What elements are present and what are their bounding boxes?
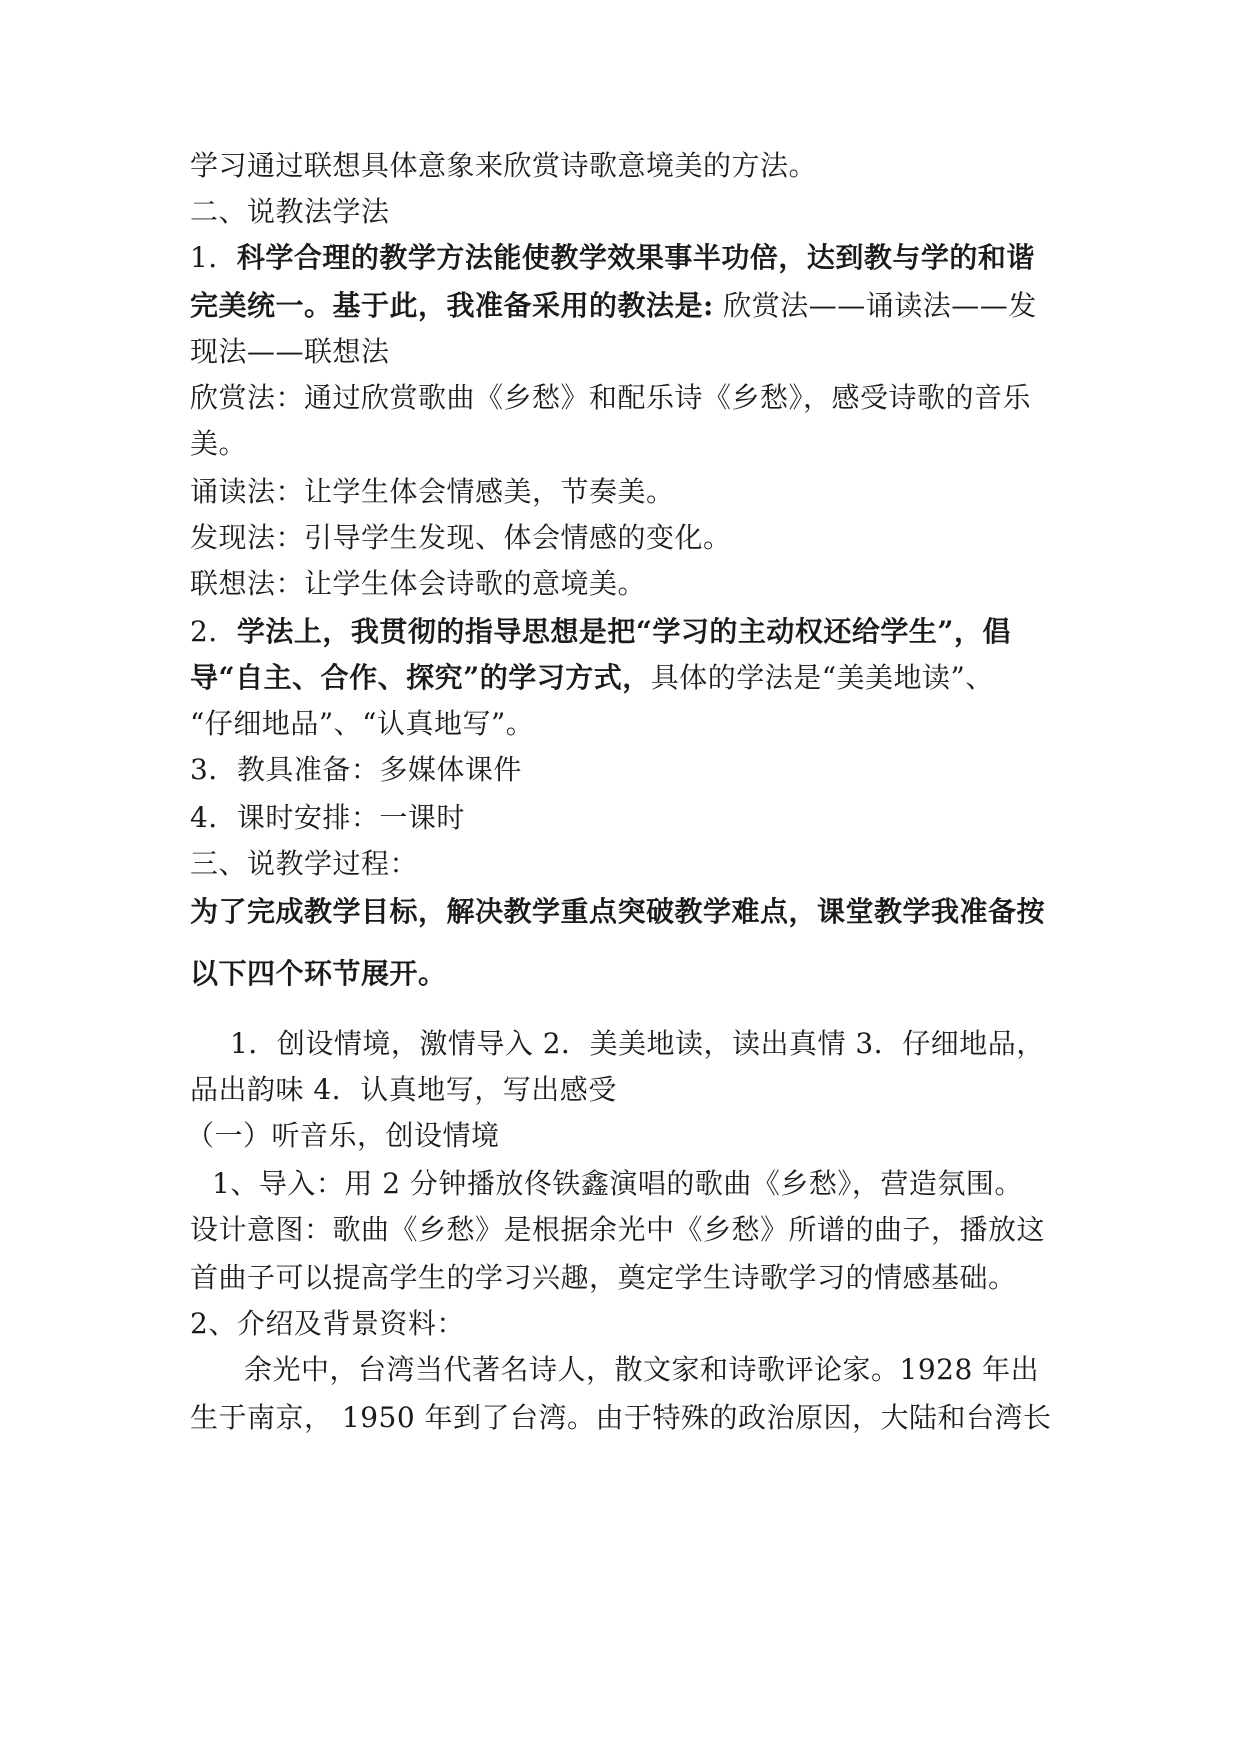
text-run: 2． bbox=[190, 615, 237, 648]
text-line bbox=[190, 1072, 1060, 1108]
text-run: 4．课时安排：一课时 bbox=[190, 801, 465, 834]
text-run: （一）听音乐，创设情境 bbox=[186, 1119, 500, 1152]
text-line bbox=[190, 1306, 1060, 1342]
bold-text-run: 科学合理的教学方法能使教学效果事半功倍，达到教与学的和谐 bbox=[236, 241, 1035, 274]
text-run: 发现法：引导学生发现、体会情感的变化。 bbox=[190, 521, 732, 554]
text-line bbox=[190, 566, 1060, 602]
text-run: 美。 bbox=[190, 427, 248, 460]
text-line bbox=[230, 1026, 1100, 1062]
text-line bbox=[190, 660, 1060, 696]
text-run: 欣赏法——诵读法——发 bbox=[713, 289, 1037, 322]
text-line bbox=[190, 614, 1060, 650]
text-run: “仔细地品”、“认真地写”。 bbox=[190, 707, 535, 740]
text-run: 二、说教法学法 bbox=[190, 195, 390, 228]
text-run: 设计意图：歌曲《乡愁》是根据余光中《乡愁》所谱的曲子，播放这 bbox=[190, 1213, 1046, 1246]
section-heading bbox=[190, 194, 1060, 230]
text-line bbox=[190, 956, 1060, 992]
text-run: 诵读法：让学生体会情感美，节奏美。 bbox=[190, 475, 675, 508]
bold-text-run: 为了完成教学目标，解决教学重点突破教学难点，课堂教学我准备按 bbox=[190, 895, 1046, 928]
text-run: 余光中，台湾当代著名诗人，散文家和诗歌评论家。1928 年出 bbox=[244, 1353, 1040, 1386]
text-run: 现法——联想法 bbox=[190, 335, 390, 368]
text-line bbox=[190, 148, 1060, 184]
subsection-heading bbox=[186, 1118, 1056, 1154]
bold-text-run: 导“自主、合作、探究”的学习方式， bbox=[190, 661, 651, 694]
text-run: 首曲子可以提高学生的学习兴趣，奠定学生诗歌学习的情感基础。 bbox=[190, 1261, 1017, 1294]
text-line bbox=[190, 752, 1060, 788]
bold-text-run: 学法上，我贯彻的指导思想是把“学习的主动权还给学生”，倡 bbox=[236, 615, 1012, 648]
text-line bbox=[190, 520, 1060, 556]
text-line bbox=[190, 288, 1060, 324]
text-run: 具体的学法是“美美地读”、 bbox=[650, 661, 994, 694]
text-line bbox=[190, 426, 1060, 462]
section-heading bbox=[190, 846, 1060, 882]
text-line bbox=[190, 706, 1060, 742]
text-line bbox=[190, 1212, 1060, 1248]
text-run: 学习通过联想具体意象来欣赏诗歌意境美的方法。 bbox=[190, 149, 818, 182]
text-line bbox=[190, 1260, 1060, 1296]
text-line bbox=[244, 1352, 1114, 1388]
text-line bbox=[190, 800, 1060, 836]
text-line bbox=[190, 474, 1060, 510]
text-run: 三、说教学过程： bbox=[190, 847, 419, 880]
bold-text-run: 以下四个环节展开。 bbox=[190, 957, 447, 990]
text-run: 联想法：让学生体会诗歌的意境美。 bbox=[190, 567, 647, 600]
text-line bbox=[190, 894, 1060, 930]
text-line bbox=[212, 1166, 1082, 1202]
text-line bbox=[190, 334, 1060, 370]
text-run: 生于南京， 1950 年到了台湾。由于特殊的政治原因，大陆和台湾长 bbox=[190, 1401, 1052, 1434]
text-run: 品出韵味 4．认真地写，写出感受 bbox=[190, 1073, 617, 1106]
text-line bbox=[190, 240, 1060, 276]
text-run: 1．创设情境，激情导入 2．美美地读，读出真情 3．仔细地品， bbox=[230, 1027, 1045, 1060]
text-run: 2、介绍及背景资料： bbox=[190, 1307, 465, 1340]
text-run: 1． bbox=[190, 241, 237, 274]
text-run: 3．教具准备：多媒体课件 bbox=[190, 753, 522, 786]
text-line bbox=[190, 1400, 1060, 1436]
bold-text-run: 完美统一。基于此，我准备采用的教法是: bbox=[190, 289, 714, 322]
text-run: 1、导入：用 2 分钟播放佟铁鑫演唱的歌曲《乡愁》，营造氛围。 bbox=[212, 1167, 1023, 1200]
text-run: 欣赏法：通过欣赏歌曲《乡愁》和配乐诗《乡愁》，感受诗歌的音乐 bbox=[190, 381, 1032, 414]
text-line bbox=[190, 380, 1060, 416]
